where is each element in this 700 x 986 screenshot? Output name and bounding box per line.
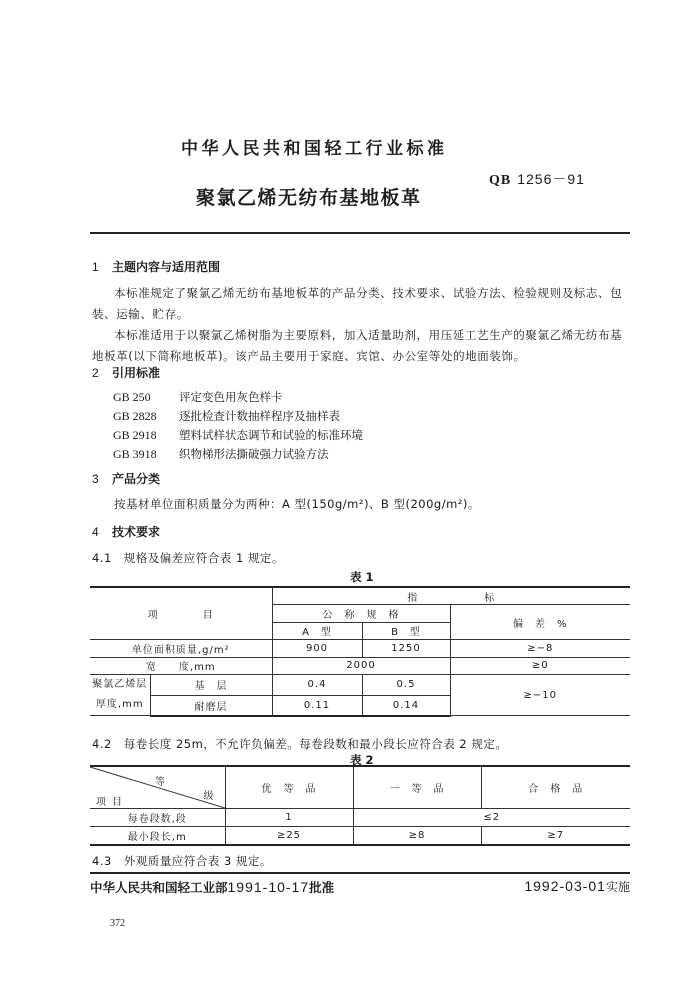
cell-b: 0.5 — [362, 675, 450, 696]
row-label: 宽 度,mm — [90, 657, 272, 675]
cell-deviation: ≥0 — [450, 657, 630, 675]
clause-4-3: 4.3 外观质量应符合表 3 规定。 — [92, 854, 272, 868]
standard-number — [489, 169, 585, 189]
row-label: 单位面积质量,g/m² — [90, 640, 272, 658]
cell-first-grade: ≥8 — [353, 827, 481, 845]
table-2-caption: 表 2 — [350, 753, 374, 767]
row-sublabel: 耐磨层 — [150, 695, 272, 716]
row-sublabel: 基 层 — [150, 675, 272, 696]
section-1-heading: 1 主题内容与适用范围 — [92, 260, 221, 274]
table-row — [90, 809, 630, 827]
table-row — [90, 657, 630, 675]
row-label: 最小段长,m — [90, 827, 225, 845]
clause-4-1: 4.1 规格及偏差应符合表 1 规定。 — [92, 551, 284, 565]
section-2-heading: 2 引用标准 — [92, 366, 161, 380]
cell-deviation: ≥−10 — [450, 675, 630, 716]
effective-line — [524, 878, 630, 895]
reference-item: GB 2918 塑料试样状态调节和试验的标准环境 — [113, 428, 363, 442]
header-type-a: A 型 — [272, 622, 362, 640]
effective-label: 实施 — [605, 880, 630, 894]
standard-prefix: QB — [489, 173, 512, 188]
header-type-b: B 型 — [362, 622, 450, 640]
section-1-paragraph-1: 本标准规定了聚氯乙烯无纺布基地板革的产品分类、技术要求、试验方法、检验规则及标志、包装、运输、贮存。 — [92, 286, 623, 321]
cell-b: 1250 — [362, 640, 450, 658]
header-deviation: 偏 差 % — [450, 605, 630, 640]
table-row — [90, 827, 630, 845]
cell-a: 0.11 — [272, 695, 362, 716]
row-label: 每卷段数,段 — [90, 809, 225, 827]
header-item: 项 目 — [90, 587, 272, 640]
footer-divider — [90, 872, 630, 874]
header-divider — [90, 232, 630, 234]
table-row — [90, 675, 630, 696]
issuer: 中华人民共和国轻工业部 — [90, 880, 228, 895]
cell-premium: 1 — [225, 809, 353, 827]
standard-code: 1256－91 — [517, 171, 585, 187]
header-qualified: 合 格 品 — [481, 766, 630, 809]
table-2 — [90, 765, 630, 846]
section-3-heading: 3 产品分类 — [92, 472, 161, 486]
cell-others: ≤2 — [353, 809, 630, 827]
header-first-grade: 一 等 品 — [353, 766, 481, 809]
diagonal-header: 等 级 项目 — [90, 766, 225, 809]
approved-label: 批准 — [309, 880, 335, 895]
table-1-caption: 表 1 — [350, 570, 374, 584]
document-title: 聚氯乙烯无纺布基地板革 — [196, 187, 422, 209]
reference-item: GB 2828 逐批检查计数抽样程序及抽样表 — [113, 409, 340, 423]
header-premium: 优 等 品 — [225, 766, 353, 809]
cell-a: 900 — [272, 640, 362, 658]
issuing-organization: 中华人民共和国轻工行业标准 — [181, 139, 448, 159]
reference-item: GB 250 评定变色用灰色样卡 — [113, 390, 283, 404]
section-1-paragraph-2: 本标准适用于以聚氯乙烯树脂为主要原料，加入适量助剂，用压延工艺生产的聚氯乙烯无纺布基地板革(以下简称地板革)。该产品主要用于家庭、宾馆、办公室等处的地面装饰。 — [92, 328, 623, 363]
header-nominal: 公 称 规 格 — [272, 605, 450, 623]
cell-ab: 2000 — [272, 657, 450, 675]
clause-4-2: 4.2 每卷长度 25m，不允许负偏差。每卷段数和最小段长应符合表 2 规定。 — [92, 737, 508, 751]
approval-line — [90, 878, 334, 896]
section-4-heading: 4 技术要求 — [92, 525, 161, 539]
approved-date: 1991-10-17 — [227, 879, 310, 895]
header-indicator: 指 标 — [272, 587, 630, 605]
table-row — [90, 640, 630, 658]
row-group-label: 聚氯乙烯层 厚度,mm — [90, 675, 150, 716]
cell-deviation: ≥−8 — [450, 640, 630, 658]
cell-b: 0.14 — [362, 695, 450, 716]
page-number: 372 — [110, 918, 125, 929]
reference-item: GB 3918 织物梯形法撕破强力试验方法 — [113, 447, 329, 461]
effective-date: 1992-03-01 — [524, 878, 606, 894]
cell-premium: ≥25 — [225, 827, 353, 845]
table-1 — [90, 586, 630, 717]
cell-qualified: ≥7 — [481, 827, 630, 845]
section-3-text: 按基材单位面积质量分为两种：A 型(150g/m²)、B 型(200g/m²)。 — [114, 497, 480, 511]
cell-a: 0.4 — [272, 675, 362, 696]
